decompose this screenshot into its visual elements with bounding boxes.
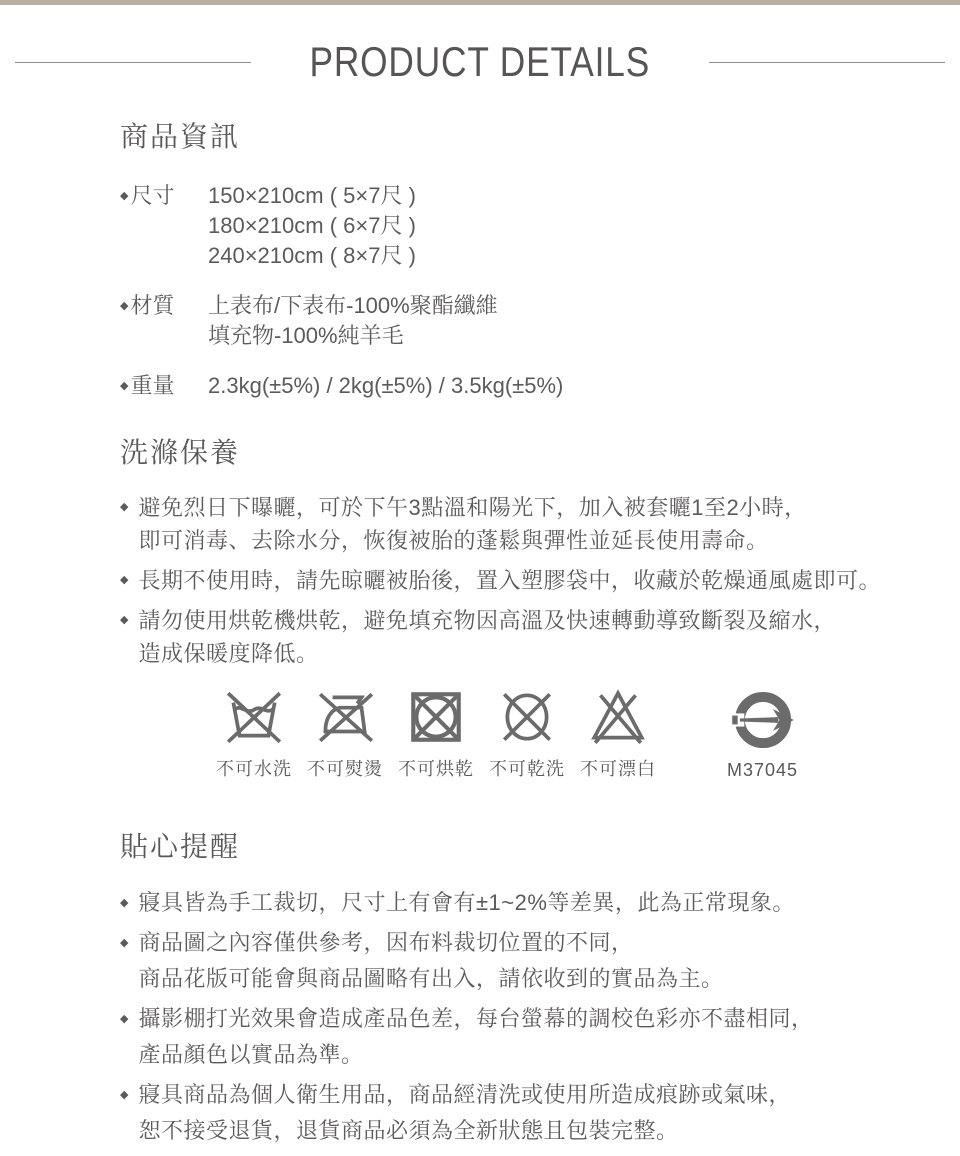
diamond-bullet-icon: ◆ [120, 501, 129, 513]
reminder-bullet [120, 885, 920, 921]
diamond-bullet-icon: ◆ [120, 937, 129, 949]
no-dry-clean-icon [496, 686, 558, 748]
bullet-line: 寢具皆為手工裁切，尺寸上有會有±1~2%等差異，此為正常現象。 [138, 890, 795, 915]
bullet-line: 攝影棚打光效果會造成產品色差，每台螢幕的調校色彩亦不盡相同， [138, 1006, 814, 1031]
no-wash-icon [223, 686, 285, 748]
care-bullet [120, 564, 920, 597]
care-bullet [120, 604, 920, 670]
page-title: PRODUCT DETAILS [309, 38, 651, 85]
reminder-bullet [120, 925, 920, 997]
title-divider-right [709, 62, 945, 63]
no-iron-icon [314, 686, 376, 748]
info-value-line: 2.3kg(±5%) / 2kg(±5%) / 3.5kg(±5%) [208, 373, 564, 398]
bullet-line: 避免烈日下曝曬，可於下午3點溫和陽光下，加入被套曬1至2小時， [138, 495, 807, 520]
inspection-mark-group [727, 687, 798, 781]
info-label [120, 181, 208, 271]
care-symbol-label: 不可烘乾 [398, 759, 474, 779]
bullet-line: 商品圖之內容僅供參考，因布料裁切位置的不同， [138, 930, 634, 955]
no-tumble-dry-icon [405, 686, 467, 748]
info-value-line: 150×210cm ( 5×7尺 ) [208, 183, 416, 208]
section-heading-reminder: 貼心提醒 [120, 831, 241, 862]
care-bullet-list [120, 491, 920, 670]
care-symbol-label: 不可漂白 [580, 759, 656, 779]
bullet-line: 請勿使用烘乾機烘乾，避免填充物因高溫及快速轉動導致斷裂及縮水， [138, 608, 836, 633]
care-symbol-no-tumble-dry [398, 686, 474, 781]
content-area [0, 115, 960, 1149]
info-row-weight [120, 371, 920, 401]
diamond-bullet-icon: ◆ [120, 614, 129, 626]
bullet-line: 即可消毒、去除水分，恢復被胎的蓬鬆與彈性並延長使用壽命。 [138, 528, 769, 553]
care-symbol-no-wash [216, 686, 292, 781]
info-value-line: 填充物-100%純羊毛 [208, 323, 404, 348]
laundry-icons-row [216, 686, 920, 781]
care-bullet-text [138, 491, 806, 557]
care-symbol-label: 不可乾洗 [489, 759, 565, 779]
diamond-bullet-icon: ◆ [120, 574, 129, 586]
bullet-line: 寢具商品為個人衛生用品，商品經清洗或使用所造成痕跡或氣味， [138, 1082, 791, 1107]
diamond-bullet-icon: ◆ [120, 380, 129, 392]
care-symbol-label: 不可熨燙 [307, 759, 383, 779]
reminder-bullet [120, 1001, 920, 1073]
info-value-line: 180×210cm ( 6×7尺 ) [208, 213, 416, 238]
info-value-line: 240×210cm ( 8×7尺 ) [208, 243, 416, 268]
section-heading-care: 洗滌保養 [120, 437, 241, 468]
reminder-bullet-text [138, 1001, 813, 1073]
reminder-bullet-list [120, 885, 920, 1149]
top-accent-bar [0, 0, 960, 5]
diamond-bullet-icon: ◆ [120, 897, 129, 909]
care-symbol-label: 不可水洗 [216, 759, 292, 779]
care-symbol-no-iron [307, 686, 383, 781]
bullet-line: 商品花版可能會與商品圖略有出入，請依收到的實品為主。 [138, 966, 724, 991]
inspection-mark-icon [730, 687, 796, 753]
page-title-row [0, 37, 960, 87]
inspection-mark-label: M37045 [727, 760, 799, 780]
info-label-text: 尺寸 [130, 183, 175, 208]
product-info-list [120, 181, 920, 401]
info-values [208, 291, 498, 351]
title-divider-left [15, 62, 251, 63]
no-bleach-icon [587, 686, 649, 748]
care-bullet-text [138, 604, 836, 670]
care-bullet [120, 491, 920, 557]
care-symbol-no-dry-clean [489, 686, 565, 781]
section-heading-product-info: 商品資訊 [120, 121, 241, 152]
info-row-size [120, 181, 920, 271]
info-label-text: 重量 [130, 373, 175, 398]
care-bullet-text [138, 564, 881, 597]
bullet-line: 產品顏色以實品為準。 [138, 1042, 364, 1067]
info-label [120, 371, 208, 401]
bullet-line: 恕不接受退貨，退貨商品必須為全新狀態且包裝完整。 [138, 1118, 679, 1143]
info-label [120, 291, 208, 351]
diamond-bullet-icon: ◆ [120, 190, 129, 202]
info-values [208, 371, 563, 401]
diamond-bullet-icon: ◆ [120, 300, 129, 312]
bullet-line: 長期不使用時，請先晾曬被胎後，置入塑膠袋中，收藏於乾燥通風處即可。 [138, 568, 881, 593]
info-label-text: 材質 [130, 293, 175, 318]
bullet-line: 造成保暖度降低。 [138, 641, 319, 666]
info-value-line: 上表布/下表布-100%聚酯纖維 [208, 293, 498, 318]
reminder-bullet [120, 1077, 920, 1149]
reminder-bullet-text [138, 1077, 791, 1149]
diamond-bullet-icon: ◆ [120, 1013, 129, 1025]
care-symbol-no-bleach [580, 686, 656, 781]
reminder-bullet-text [138, 885, 794, 921]
diamond-bullet-icon: ◆ [120, 1089, 129, 1101]
info-values [208, 181, 416, 271]
reminder-bullet-text [138, 925, 723, 997]
info-row-material [120, 291, 920, 351]
